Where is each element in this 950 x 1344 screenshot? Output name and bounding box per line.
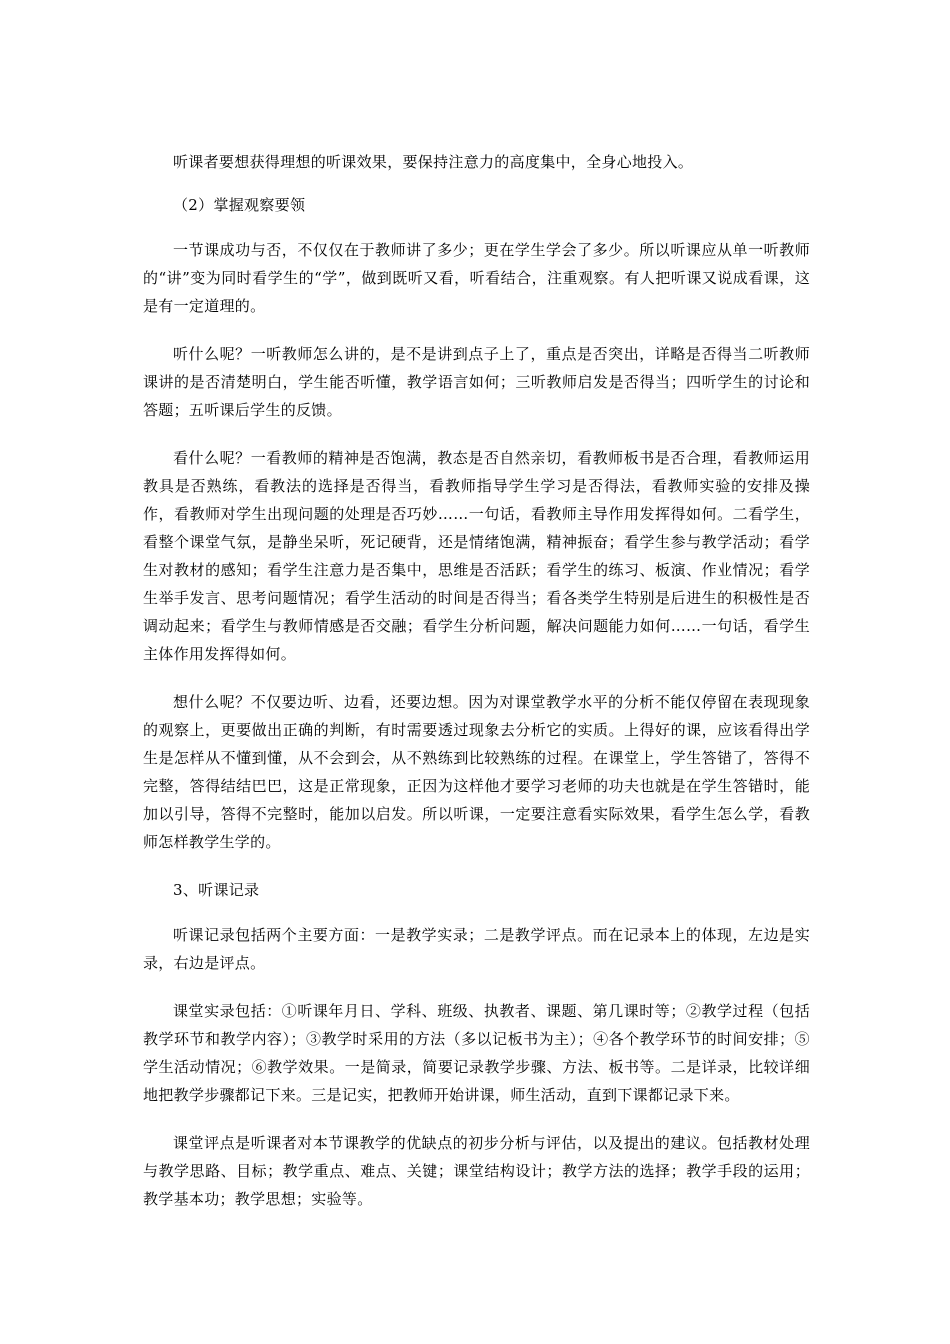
paragraph-what-to-watch: 看什么呢？一看教师的精神是否饱满，教态是否自然亲切，看教师板书是否合理，看教师运用教具是否熟练，看教法的选择是否得当，看教师指导学生学习是否得法，看教师实验的安排及操作，看教师对学生出现问题的处理是否巧妙……一句话，看教师主导作用发挥得如何。二看学生，看整个课堂气氛，是静坐呆听，死记硬背，还是情绪饱满，精神振奋；看学生参与教学活动；看学生对教材的感知；看学生注意力是否集中，思维是否活跃；看学生的练习、板演、作业情况；看学生举手发言、思考问题情况；看学生活动的时间是否得当；看各类学生特别是后进生的积极性是否调动起来；看学生与教师情感是否交融；看学生分析问题，解决问题能力如何……一句话，看学生主体作用发挥得如何。 xyxy=(143,449,810,663)
paragraph-lesson-success: 一节课成功与否，不仅仅在于教师讲了多少；更在学生学会了多少。所以听课应从单一听教师的“讲”变为同时看学生的“学”，做到既听又看，听看结合，注重观察。有人把听课又说成看课，这是有一定道理的。 xyxy=(143,241,810,315)
paragraph-classroom-record: 课堂实录包括：①听课年月日、学科、班级、执教者、课题、第几课时等；②教学过程（包括教学环节和教学内容）；③教学时采用的方法（多以记板书为主）；④各个教学环节的时间安排；⑤学生活动情况；⑥教学效果。一是简录，简要记录教学步骤、方法、板书等。二是详录，比较详细地把教学步骤都记下来。三是记实，把教师开始讲课，师生活动，直到下课都记录下来。 xyxy=(143,1002,810,1104)
paragraph-what-to-listen: 听什么呢？一听教师怎么讲的，是不是讲到点子上了，重点是否突出，详略是否得当二听教师课讲的是否清楚明白，学生能否听懂，教学语言如何；三听教师启发是否得当；四听学生的讨论和答题；五听课后学生的反馈。 xyxy=(143,345,810,419)
section-heading-records: 3、听课记录 xyxy=(173,881,260,899)
paragraph-focus-attention: 听课者要想获得理想的听课效果，要保持注意力的高度集中，全身心地投入。 xyxy=(173,153,694,171)
paragraph-what-to-think: 想什么呢？不仅要边听、边看，还要边想。因为对课堂教学水平的分析不能仅停留在表现现象的观察上，更要做出正确的判断，有时需要透过现象去分析它的实质。上得好的课，应该看得出学生是怎样从不懂到懂，从不会到会，从不熟练到比较熟练的过程。在课堂上，学生答错了，答得不完整，答得结结巴巴，这是正常现象，正因为这样他才要学习老师的功夫也就是在学生答错时，能加以引导，答得不完整时，能加以启发。所以听课，一定要注意看实际效果，看学生怎么学，看教师怎样教学生学的。 xyxy=(143,693,810,851)
document-body xyxy=(143,148,810,1233)
paragraph-classroom-comment: 课堂评点是听课者对本节课教学的优缺点的初步分析与评估，以及提出的建议。包括教材处理与教学思路、目标；教学重点、难点、关键；课堂结构设计；教学方法的选择；教学手段的运用；教学基本功；教学思想；实验等。 xyxy=(143,1134,810,1208)
paragraph-record-aspects: 听课记录包括两个主要方面：一是教学实录；二是教学评点。而在记录本上的体现，左边是实录，右边是评点。 xyxy=(143,926,810,972)
section-heading-observation: （2）掌握观察要领 xyxy=(173,196,306,214)
